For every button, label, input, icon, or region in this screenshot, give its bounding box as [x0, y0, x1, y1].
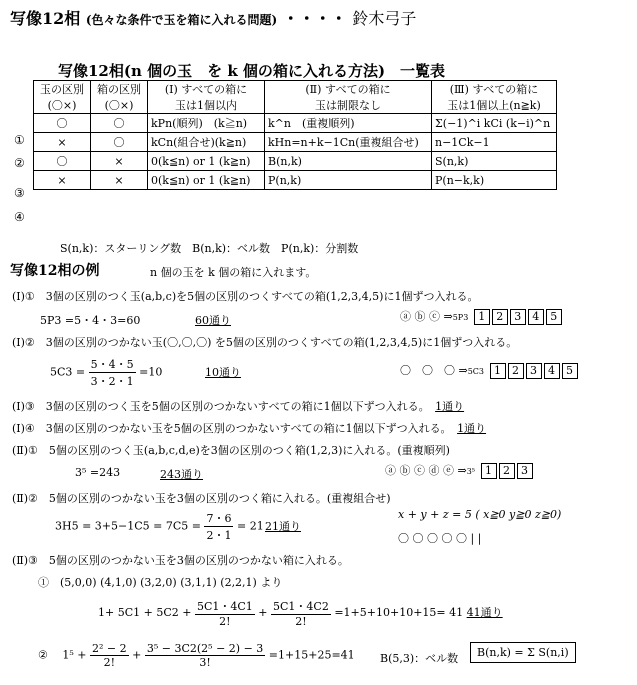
title-dots: ・・・・ [282, 9, 347, 28]
diagram-i2: 〇 〇 〇 ⇒5C3 1 2 3 4 5 [400, 362, 578, 379]
diagram-i1: ⓐ ⓑ ⓒ ⇒5P3 1 2 3 4 5 [400, 308, 562, 325]
table-row: × × 0(k≦n) or 1 (k≧n) P(n,k) P(n−k,k) [34, 171, 557, 190]
table-row: 〇 〇 kPn(順列) (k≧n) k^n (重複順列) Σ(−1)^i kCi (k−i)^n [34, 114, 557, 133]
examples-sub: n 個の玉を k 個の箱に入れます。 [150, 266, 317, 279]
table-legend: S(n,k)：スターリング数 B(n,k)：ベル数 P(n,k)：分割数 [60, 242, 359, 255]
example-i2-calc: 5C3 = $\frac{5・4・5}{3・2・1}$ =10 [50, 358, 163, 388]
title-sub: (色々な条件で玉を箱に入れる問題) [85, 13, 278, 27]
examples-title: 写像12相の例 [10, 263, 100, 279]
example-i1-calc: 5P3 =5・4・3=60 [40, 314, 141, 327]
header-iii: (Ⅲ) すべての箱に 玉は1個以上(n≧k) [432, 81, 557, 114]
example-i1-answer: 60通り [195, 314, 231, 327]
page-title [10, 6, 416, 29]
example-i2-answer: 10通り [205, 366, 241, 379]
title-main: 写像12相 [10, 9, 81, 28]
example-i2: (Ⅰ)② 3個の区別のつかない玉(〇,〇,〇) を5個の区別のつくすべての箱(1,2,3,4,5)に1個ずつ入れる。 [12, 336, 518, 349]
example-i4: (Ⅰ)④ 3個の区別のつかない玉を5個の区別のつかないすべての箱に1個以下ずつ入れる。 1通り [12, 422, 487, 435]
header-box: 箱の区別 (〇×) [91, 81, 148, 114]
diagram-ii1: ⓐ ⓑ ⓒ ⓓ ⓔ ⇒3⁵ 1 2 3 [385, 462, 533, 479]
example-ii3-2: ② 1⁵ + $\frac{\text{2² − 2}}{2!}$ + $\frac{\text{3⁵ − 3C2(2⁵ − 2) − 3}}{3!}$ =1+15+25=41 [38, 642, 355, 669]
diagram-ii2: 〇 〇 〇 〇 〇 | | [398, 532, 482, 545]
row-num: ② [14, 156, 25, 170]
example-ii2-answer: 21通り [265, 520, 301, 533]
author: 鈴木弓子 [352, 9, 417, 28]
table-row: × 〇 kCn(組合せ)(k≧n) kHn=n+k−1Cn(重複組合せ) n−1Ck−1 [34, 133, 557, 152]
example-ii1-calc: 3⁵ =243 [75, 466, 121, 479]
example-i1: (Ⅰ)① 3個の区別のつく玉(a,b,c)を5個の区別のつくすべての箱(1,2,3,4,5)に1個ずつ入れる。 [12, 290, 479, 303]
example-ii2: (Ⅱ)② 5個の区別のつかない玉を3個の区別のつく箱に入れる。(重複組合せ) [12, 492, 391, 505]
example-ii3-1: ① (5,0,0) (4,1,0) (3,2,0) (3,1,1) (2,2,1) より [38, 576, 283, 589]
row-num: ① [14, 133, 25, 147]
bell-label: B(5,3)：ベル数 [380, 652, 459, 665]
example-ii2-calc: 3H5 = 3+5−1C5 = 7C5 = $\frac{7・6}{2・1}$ = 21 [55, 512, 264, 542]
table-title: 写像12相(n 個の玉 を k 個の箱に入れる方法) 一覧表 [58, 62, 446, 80]
example-i3: (Ⅰ)③ 3個の区別のつく玉を5個の区別のつかないすべての箱に1個以下ずつ入れる。 1通り [12, 400, 465, 413]
bell-formula-box: B(n,k) = Σ S(n,i) [470, 642, 576, 663]
example-ii3: (Ⅱ)③ 5個の区別のつかない玉を3個の区別のつかない箱に入れる。 [12, 554, 349, 567]
example-ii2-equation: x + y + z = 5 ( x≧0 y≧0 z≧0) [398, 508, 562, 521]
table-row: 〇 × 0(k≦n) or 1 (k≧n) B(n,k) S(n,k) [34, 152, 557, 171]
header-ball: 玉の区別 (〇×) [34, 81, 91, 114]
table-header-row [34, 81, 557, 114]
example-ii1-answer: 243通り [160, 468, 203, 481]
row-num: ③ [14, 186, 25, 200]
row-num: ④ [14, 210, 25, 224]
header-ii: (Ⅱ) すべての箱に 玉は制限なし [265, 81, 432, 114]
summary-table [33, 80, 557, 190]
example-ii1: (Ⅱ)① 5個の区別のつく玉(a,b,c,d,e)を3個の区別のつく箱(1,2,3)に入れる。(重複順列) [12, 444, 450, 457]
header-i: (Ⅰ) すべての箱に 玉は1個以内 [148, 81, 265, 114]
example-ii3-1-calc: 1+ 5C1 + 5C2 + $\frac{5C1・4C1}{2!}$ + $\frac{5C1・4C2}{2!}$ =1+5+10+10+15= 41 41通り [98, 600, 503, 628]
